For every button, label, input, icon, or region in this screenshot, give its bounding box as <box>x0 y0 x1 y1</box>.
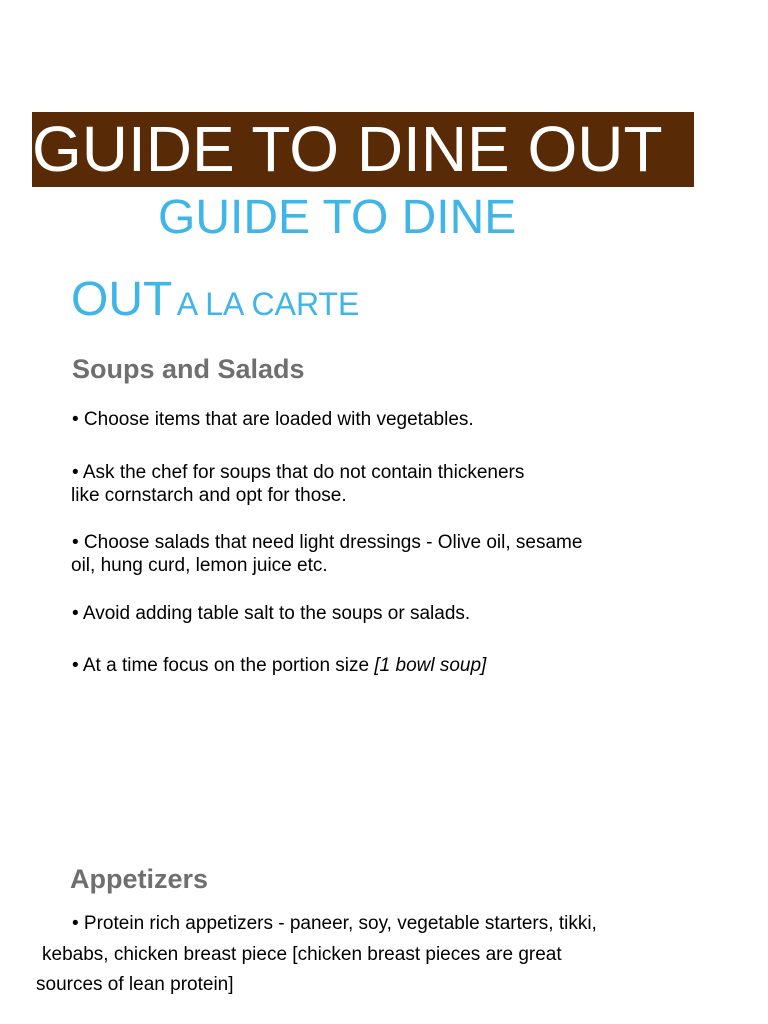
soups-bullet-1 <box>72 408 474 431</box>
out-line <box>71 272 359 328</box>
bullet-line: oil, hung curd, lemon juice etc. <box>71 555 328 576</box>
appetizers-line-1: • Protein rich appetizers - paneer, soy, vegetable starters, tikki, <box>72 913 597 934</box>
sub-title: GUIDE TO DINE <box>158 191 517 244</box>
out-word: OUT <box>71 273 173 326</box>
appetizers-line-3: sources of lean protein] <box>36 974 234 995</box>
appetizers-line-2: kebabs, chicken breast piece [chicken breast pieces are great <box>42 944 562 965</box>
soups-bullet-3 <box>72 531 582 577</box>
banner-title: GUIDE TO DINE OUT <box>32 112 694 187</box>
bullet-line: • Choose items that are loaded with vegetables. <box>72 409 474 430</box>
soups-bullet-5 <box>72 654 486 677</box>
bullet-line: • Choose salads that need light dressings - Olive oil, sesame <box>72 532 583 553</box>
a-la-carte-label: A LA CARTE <box>176 286 360 322</box>
soups-bullet-2 <box>72 461 524 507</box>
bullet-text: • At a time focus on the portion size <box>72 655 375 676</box>
portion-note: [1 bowl soup] <box>374 655 487 676</box>
bullet-line: • Avoid adding table salt to the soups or salads. <box>72 603 471 624</box>
bullet-line: like cornstarch and opt for those. <box>71 485 347 506</box>
appetizers-heading: Appetizers <box>70 864 209 894</box>
soups-heading: Soups and Salads <box>72 354 305 384</box>
soups-bullet-4 <box>72 602 470 625</box>
bullet-line: • Ask the chef for soups that do not contain thickeners <box>72 462 525 483</box>
